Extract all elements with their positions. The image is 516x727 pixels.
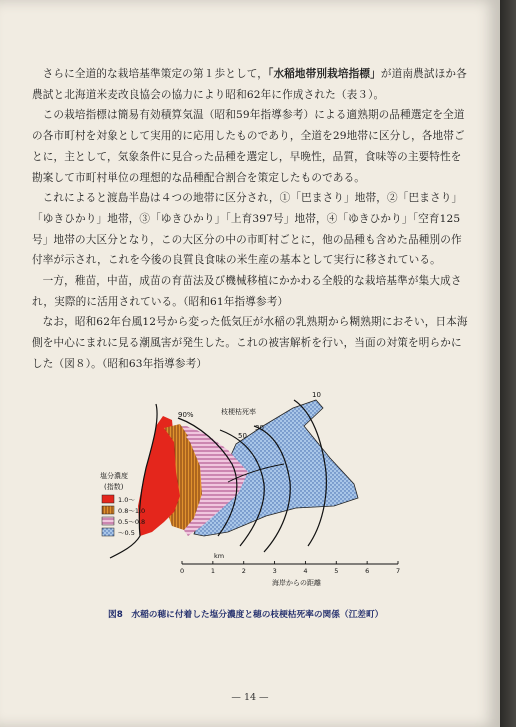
axis-tick-label: 5: [334, 567, 339, 575]
axis-tick-label: 6: [365, 567, 370, 575]
contour-label-10: 10: [312, 391, 321, 399]
distance-axis: [180, 552, 400, 587]
km-label: km: [214, 552, 225, 560]
legend-label-4: ～0.5: [118, 529, 135, 537]
contour-label-50: 50: [238, 432, 247, 440]
legend-swatch-1: [102, 495, 114, 503]
paragraph-1-after: が道南農試ほか各農試と北海道米麦改良協会の協力により昭和62年に作成された（表３）。: [32, 68, 467, 101]
paragraph-5: なお，昭和62年台風12号から変った低気圧が水稲の乳熟期から糊熟期におそい，日本海側を中心にまれに見る潮風害が発生した。これの被害解析を行い，当面の対策を明らかにした（図８）。（昭和63年指導参考）: [32, 316, 468, 370]
paragraph-3: これによると渡島半島は４つの地帯に区分され，①「巴まさり」地帯，②「巴まさり」「ゆきひかり」地帯，③「ゆきひかり」「上育397号」地帯，④「ゆきひかり」「空育125号」地帯の大区分となり，この大区分の中の市町村ごとに，他の品種も含めた品種別の作付率が示され，これを今後の良質良食味の米生産の基本として実行に移されている。: [32, 192, 463, 267]
axis-title: 海岸からの距離: [272, 579, 321, 587]
axis-tick-label: 4: [303, 567, 308, 575]
legend-subtitle: (指数): [104, 483, 124, 491]
legend-swatch-4: [102, 528, 114, 536]
paragraph-2: この栽培指標は簡易有効積算気温（昭和59年指導参考）による適熟期の品種選定を全道の各市町村を対象として実用的に応用したものであり，全道を29地帯に区分し，各地帯ごとに，主として，気象条件に見合った品種を選定し，早晩性，品質，食味等の主要特性を勘案して市町村単位の理想的な品種配合割合を策定したものである。: [32, 109, 465, 184]
body-text: [32, 64, 470, 375]
salt-damage-map: [100, 386, 413, 596]
legend-label-2: 0.8～1.0: [118, 507, 146, 515]
label-ratio-title: 枝梗枯死率: [221, 408, 256, 416]
page-number: — 14 —: [231, 692, 269, 703]
figure-8-map: [100, 386, 413, 596]
legend-label-3: 0.5～0.8: [118, 518, 146, 526]
legend-swatch-3: [102, 517, 114, 525]
axis-tick-label: 3: [272, 567, 277, 575]
paragraph-1-before: さらに全道的な栽培基準策定の第１歩として，: [42, 68, 268, 80]
contour-label-30: 30: [255, 424, 264, 432]
label-90-percent: 90%: [178, 411, 194, 419]
axis-tick-label: 7: [396, 567, 401, 575]
paragraph-4: 一方，稚苗，中苗，成苗の育苗法及び機械移植にかかわる全般的な栽培基準が集大成され，実際的に活用されている。（昭和61年指導参考）: [32, 275, 462, 308]
paragraph-1: [32, 64, 470, 105]
legend-title: 塩分濃度: [100, 472, 128, 480]
figure-caption: 図8 水稲の穂に付着した塩分濃度と穂の枝梗枯死率の関係（江差町）: [108, 610, 384, 620]
legend-swatch-2: [102, 506, 114, 514]
paragraph-1-highlight: 「水稲地帯別栽培指標」: [268, 68, 381, 80]
axis-tick-label: 0: [180, 567, 185, 575]
axis-tick-label: 2: [241, 567, 246, 575]
book-gutter: [500, 0, 516, 727]
axis-tick-label: 1: [210, 567, 215, 575]
legend-label-1: 1.0～: [118, 496, 135, 504]
